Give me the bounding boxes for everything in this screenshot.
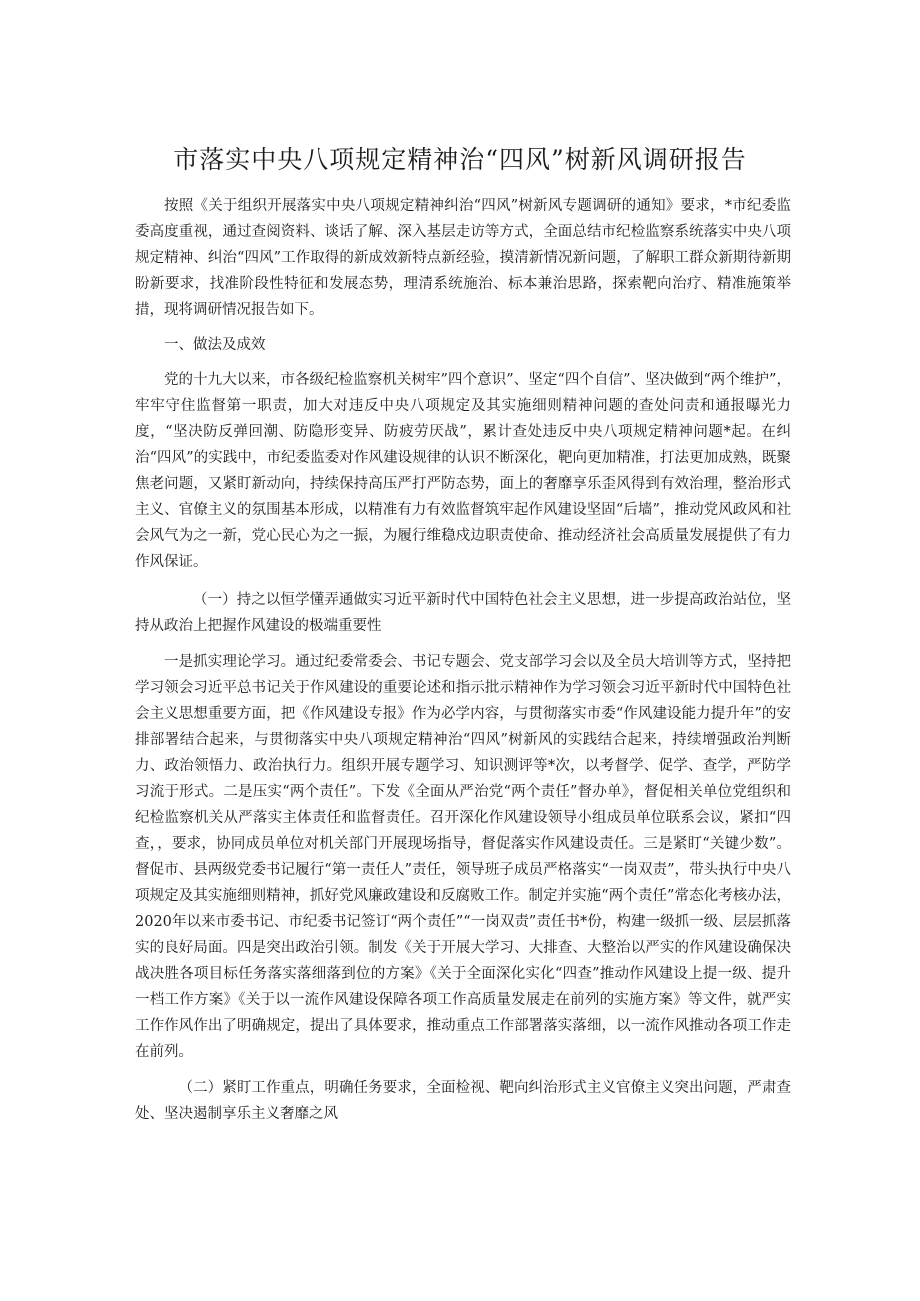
section-heading-1: 一、做法及成效 (164, 337, 266, 353)
document-body (135, 193, 791, 1127)
subsection-heading-2: （二）紧盯工作重点，明确任务要求，全面检视、靶向纠治形式主义官僚主义突出问题，严肃查处、坚决遏制享乐主义奢靡之风 (135, 1080, 791, 1122)
document-title: 市落实中央八项规定精神治“四风”树新风调研报告 (173, 145, 747, 174)
intro-paragraph: 按照《关于组织开展落实中央八项规定精神纠治“四风”树新风专题调研的通知》要求，*市纪委监委高度重视，通过查阅资料、谈话了解、深入基层走访等方式，全面总结市纪检监察系统落实中央八项规定精神、纠治“四风”工作取得的新成效新特点新经验，摸清新情况新问题，了解职工群众新期待新期盼新要求，找准阶段性特征和发展态势，理清系统施治、标本兼治思路，探索靶向治疗、精准施策举措，现将调研情况报告如下。 (135, 198, 791, 318)
body-paragraph-1: 党的十九大以来，市各级纪检监察机关树牢”四个意识”、坚定“四个自信”、坚决做到“两个维护”，牢牢守住监督第一职责，加大对违反中央八项规定及其实施细则精神问题的查处问责和通报曝光力度，“坚决防反弹回潮、防隐形变异、防疲劳厌战”，累计查处违反中央八项规定精神问题*起。在纠治“四风”的实践中，市纪委监委对作风建设规律的认识不断深化，靶向更加精准，打法更加成熟，既聚焦老问题，又紧盯新动向，持续保持高压严打严防态势，面上的奢靡享乐歪风得到有效治理，整治形式主义、官僚主义的氛围基本形成，以精准有力有效监督筑牢起作风建设坚固“后墙”，推动党风政风和社会风气为之一新，党心民心为之一振，为履行维稳戍边职责使命、推动经济社会高质量发展提供了有力作风保证。 (135, 372, 791, 570)
body-paragraph-2: 一是抓实理论学习。通过纪委常委会、书记专题会、党支部学习会以及全员大培训等方式，坚持把学习领会习近平总书记关于作风建设的重要论述和指示批示精神作为学习领会习近平新时代中国特色社会主义思想重要方面，把《作风建设专报》作为必学内容，与贯彻落实市委“作风建设能力提升年”的安排部署结合起来，与贯彻落实中央八项规定精神治“四风”树新风的实践结合起来，持续增强政治判断力、政治领悟力、政治执行力。组织开展专题学习、知识测评等*次，以考督学、促学、查学，严防学习流于形式。二是压实“两个责任”。下发《全面从严治党“两个责任”督办单》，督促相关单位党组织和纪检监察机关从严落实主体责任和监督责任。召开深化作风建设领导小组成员单位联系会议，紧扣“四查，，要求，协同成员单位对机关部门开展现场指导，督促落实作风建设责任。三是紧盯“关键少数”。督促市、县两级党委书记履行“第一责任人”责任，领导班子成员严格落实“一岗双责”，带头执行中央八项规定及其实施细则精神，抓好党风廉政建设和反腐败工作。制定并实施“两个责任”常态化考核办法，2020年以来市委书记、市纪委书记签订“两个责任”“一岗双责”责任书*份，构建一级抓一级、层层抓落实的良好局面。四是突出政治引领。制发《关于开展大学习、大排查、大整治以严实的作风建设确保决战决胜各项目标任务落实落细落到位的方案》《关于全面深化实化“四查”推动作风建设上提一级、提升一档工作方案》《关于以一流作风建设保障各项工作高质量发展走在前列的实施方案》等文件，就严实工作作风作出了明确规定，提出了具体要求，推动重点工作部署落实落细，以一流作风推动各项工作走在前列。 (135, 654, 791, 1060)
subsection-heading-1: （一）持之以恒学懂弄通做实习近平新时代中国特色社会主义思想，进一步提高政治站位，坚持从政治上把握作风建设的极端重要性 (135, 592, 791, 634)
